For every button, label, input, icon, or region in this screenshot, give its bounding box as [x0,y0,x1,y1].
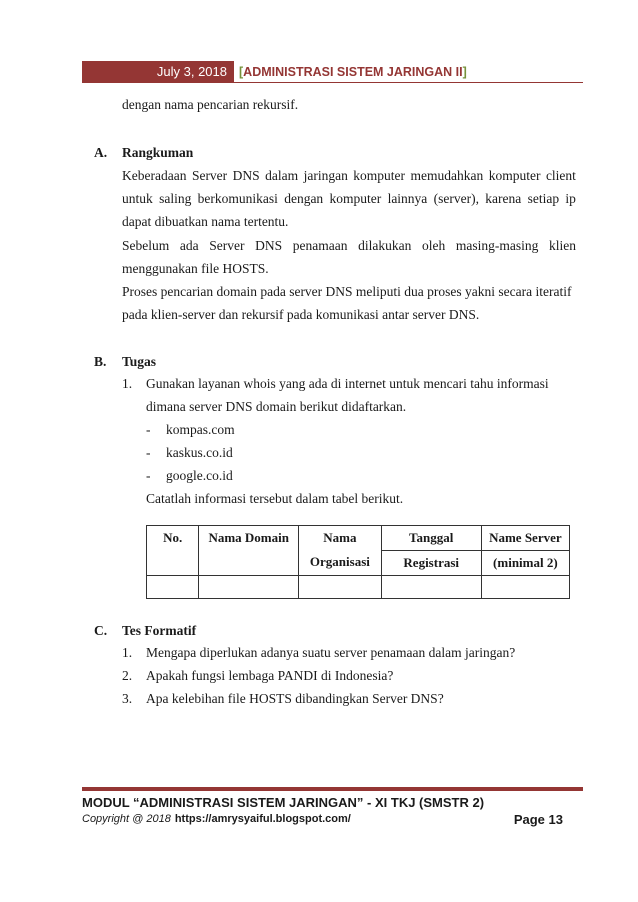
header-title: [ADMINISTRASI SISTEM JARINGAN II] [239,65,467,79]
question-number: 2. [122,668,133,683]
question-number: 3. [122,691,133,706]
domain-item: kaskus.co.id [166,445,233,460]
tugas-item-line1: Gunakan layanan whois yang ada di internet untuk mencari tahu informasi [146,376,549,391]
section-b-letter: B. [94,354,107,369]
section-a-title: Rangkuman [122,145,194,160]
rangkuman-p1-line1: Keberadaan Server DNS dalam jaringan komputer memudahkan komputer client [122,168,576,183]
th-no: No. [147,526,199,576]
rangkuman-p1-line3: dapat dibuatkan nama tertentu. [122,214,289,229]
header-date-bar [82,61,234,83]
th-name-server: Name Server (minimal 2) [481,526,569,576]
table-cell [299,576,382,599]
footer-url: https://amrysyaiful.blogspot.com/ [174,813,351,825]
question-number: 1. [122,645,133,660]
rangkuman-p3-line2: pada klien-server dan rekursif pada komunikasi antar server DNS. [122,307,480,322]
section-b-title: Tugas [122,354,157,369]
table-header-row [147,526,570,576]
rangkuman-p2-line2: menggunakan file HOSTS. [122,261,269,276]
table-cell [147,576,199,599]
question-text: Apa kelebihan file HOSTS dibandingkan Server DNS? [146,691,444,706]
rangkuman-p1-line2: untuk saling berkomunikasi dengan komputer lainnya (server), karena setiap ip [122,191,576,206]
section-a-letter: A. [94,145,108,160]
domain-dash: - [146,422,151,437]
header-rule [234,82,583,83]
th-registrasi: Tanggal Registrasi [381,526,481,576]
question-text: Apakah fungsi lembaga PANDI di Indonesia? [146,668,394,683]
header-date: July 3, 2018 [156,64,227,79]
footer-copyright: Copyright @ 2018 https://amrysyaiful.blogspot.com/ [82,813,351,825]
table-cell [481,576,569,599]
domain-item: kompas.com [166,422,235,437]
footer-rule [82,787,583,791]
domain-dash: - [146,445,151,460]
domain-item: google.co.id [166,468,233,483]
footer-module-title: MODUL “ADMINISTRASI SISTEM JARINGAN” - XI TKJ (SMSTR 2) [82,795,485,810]
table-cell [199,576,299,599]
table-cell [381,576,481,599]
tugas-note: Catatlah informasi tersebut dalam tabel berikut. [146,491,404,506]
whois-table [146,525,570,599]
rangkuman-p3-line1: Proses pencarian domain pada server DNS meliputi dua proses yakni secara iteratif [122,284,572,299]
intro-line: dengan nama pencarian rekursif. [122,97,299,112]
page-number: Page 13 [513,812,563,827]
domain-dash: - [146,468,151,483]
tugas-item-number: 1. [122,376,133,391]
rangkuman-p2-line1: Sebelum ada Server DNS penamaan dilakukan oleh masing-masing klien [122,238,576,253]
table-row [147,576,570,599]
tugas-item-line2: dimana server DNS domain berikut didaftarkan. [146,399,407,414]
question-text: Mengapa diperlukan adanya suatu server penamaan dalam jaringan? [146,645,516,660]
section-c-letter: C. [94,623,108,638]
th-organisasi: Nama Organisasi [299,526,382,576]
th-domain: Nama Domain [199,526,299,576]
section-c-title: Tes Formatif [122,623,197,638]
